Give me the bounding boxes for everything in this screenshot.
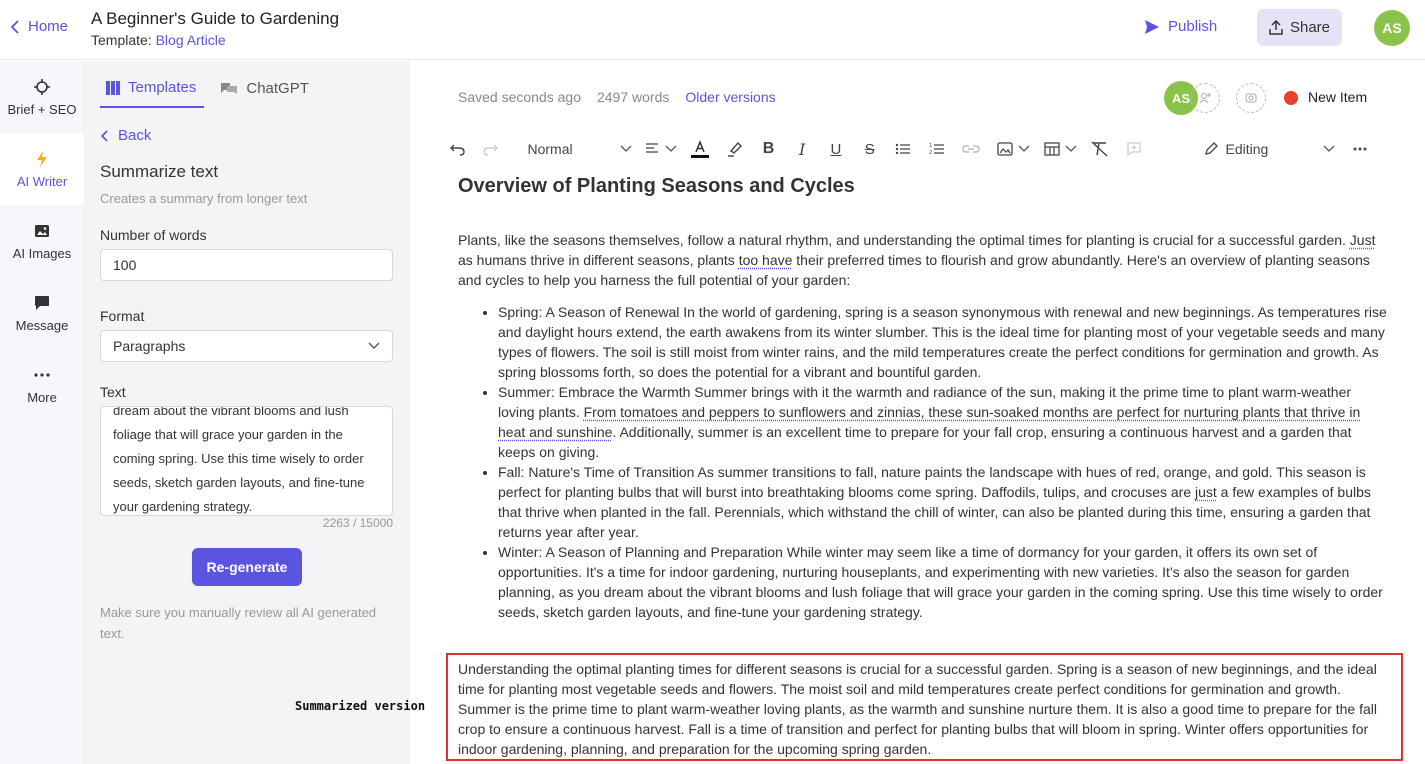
block-style-select[interactable] (528, 137, 617, 161)
more-options-icon[interactable] (1352, 137, 1368, 161)
panel-title: Summarize text (100, 162, 219, 181)
older-versions-link[interactable]: Older versions (685, 89, 776, 105)
tab-templates[interactable] (100, 75, 204, 108)
intro-paragraph (458, 230, 1388, 290)
intro-text: as humans thrive in different seasons, plants (458, 252, 739, 268)
chevron-down-icon (368, 342, 380, 350)
upload-icon (1269, 20, 1283, 35)
home-link[interactable] (10, 18, 68, 35)
rail-item-label: Brief + SEO (7, 101, 77, 117)
image-icon (33, 222, 51, 240)
chevron-down-icon[interactable] (664, 137, 678, 161)
table-icon[interactable] (1042, 137, 1062, 161)
document-meta (458, 89, 776, 105)
chevron-down-icon[interactable] (1322, 137, 1336, 161)
underline-icon[interactable]: U (830, 140, 842, 158)
rail-item-label: AI Images (12, 245, 72, 261)
back-label: Back (118, 127, 152, 144)
italic-icon[interactable]: I (799, 139, 806, 159)
left-rail (0, 61, 84, 764)
highlight-icon[interactable] (725, 137, 745, 161)
intro-text: their preferred times to flourish and grow abundantly. Here's an overview of planting seasons and cycles to help you harness the full potential of your garden: (458, 252, 1370, 288)
user-avatar[interactable]: AS (1374, 10, 1410, 46)
link-icon[interactable] (961, 137, 981, 161)
intro-text: Plants, like the seasons themselves, follow a natural rhythm, and understanding the optimal times for planting is crucial for a successful garden. (458, 232, 1350, 248)
text-value: dream about the vibrant blooms and lush foliage that will grace your garden in the coming spring. Use this time wisely to order seeds, sketch garden layouts, and fine-tune your gardening strategy. (113, 406, 365, 514)
share-label: Share (1289, 19, 1331, 36)
add-collaborator-icon[interactable] (1190, 83, 1220, 113)
text-color-icon[interactable] (690, 137, 710, 161)
panel-description: Creates a summary from longer text (100, 191, 308, 206)
words-input[interactable] (100, 249, 393, 281)
words-label: Number of words (100, 227, 207, 243)
chevron-down-icon[interactable] (1064, 137, 1078, 161)
document-title[interactable]: A Beginner's Guide to Gardening (91, 9, 340, 28)
regenerate-button[interactable]: Re-generate (192, 548, 302, 586)
summary-paragraph[interactable]: Understanding the optimal planting times for different seasons is crucial for a successful garden. Spring is a season of new beginnings, and the ideal time for planting most vegetable seeds and flowers. The moist soil and mild temperatures create perfect conditions for germination and growth. Summer is the prime time to plant warm-weather loving plants, as the warmth and sunshine nurture them. It is also a good time to prepare for the fall crop to ensure a continuous harvest. Fall is a time of transition and perfect for planting bulbs that will bloom in spring. Winter offers opportunities for indoor gardening, planning, and preparation for the upcoming spring garden. (446, 653, 1403, 761)
top-bar (0, 0, 1425, 60)
document-template (91, 32, 226, 48)
rail-item-ai-writer[interactable] (0, 133, 84, 205)
rail-item-more[interactable] (0, 349, 84, 421)
insert-image-icon[interactable] (995, 137, 1015, 161)
format-select[interactable] (100, 330, 393, 362)
comment-icon[interactable] (1124, 137, 1144, 161)
rail-item-label: Message (15, 317, 69, 333)
list-item-text: Summer: Embrace the Warmth Summer brings with it the warmth and radiance of the sun, making it the prime time to plant warm-weather loving plants. (498, 384, 1352, 420)
align-icon[interactable] (644, 137, 660, 161)
spelling-suggestion[interactable]: too have (738, 252, 793, 268)
content-heading: Overview of Planting Seasons and Cycles (458, 175, 855, 197)
list-item (498, 462, 1388, 542)
bullet-list-icon[interactable] (894, 137, 914, 161)
char-count: 2263 / 15000 (322, 516, 393, 530)
template-link[interactable]: Blog Article (155, 32, 226, 48)
redo-icon[interactable] (481, 137, 501, 161)
text-label: Text (100, 384, 126, 400)
tab-chatgpt[interactable] (214, 75, 317, 108)
rail-item-label: AI Writer (16, 173, 68, 189)
home-label: Home (28, 18, 69, 35)
assign-reviewer-icon[interactable] (1236, 83, 1266, 113)
spelling-suggestion[interactable]: From tomatoes and peppers to sunflowers and zinnias, these sun-soaked months are perfect for nurturing plants that thrive in heat and sunshine (498, 404, 1361, 440)
list-item-text: a few examples of bulbs that thrive when planted in the fall. Perennials, which withstand the chill of winter, can also be planted during this time, ensuring a garden that returns year after year. (498, 484, 1371, 540)
share-button[interactable] (1257, 9, 1342, 46)
spelling-suggestion[interactable]: Just (1349, 232, 1376, 248)
spelling-suggestion[interactable]: just (1195, 484, 1217, 500)
more-dots-icon (33, 366, 51, 384)
chevron-down-icon[interactable] (619, 137, 633, 161)
tab-label: ChatGPT (246, 80, 309, 97)
text-input[interactable] (100, 406, 393, 516)
chatgpt-icon (220, 82, 238, 96)
format-label: Format (100, 308, 145, 324)
ai-writer-panel (84, 61, 410, 764)
words-value: 100 (113, 257, 137, 273)
item-status[interactable]: New Item (1308, 89, 1368, 105)
rail-item-brief-seo[interactable] (0, 61, 84, 133)
undo-icon[interactable] (448, 137, 468, 161)
publish-button[interactable] (1144, 18, 1217, 35)
review-note: Make sure you manually review all AI generated text. (100, 605, 377, 641)
svg-text:1: 1 (929, 143, 933, 149)
list-item: • Spring: A Season of Renewal In the world of gardening, spring is a season synonymous with renewal and new beginnings. As temperatures rise and daylight hours extend, the earth awakens from its winter slumber. This is the ideal time for planting most of your vegetable seeds and many types of flowers. The soil is still moist from winter rains, and the mild temperatures create the perfect conditions for germination and growth. As spring blossoms forth, so does the potential for a vibrant and bountiful garden. (498, 302, 1388, 382)
summary-annotation-label: Summarized version (295, 699, 426, 713)
send-icon (1144, 19, 1160, 35)
rail-item-ai-images[interactable] (0, 205, 84, 277)
chat-bubble-icon (33, 294, 51, 312)
list-item (498, 382, 1388, 462)
editing-mode-select[interactable] (1204, 137, 1269, 161)
rail-item-label: More (27, 389, 57, 405)
template-prefix: Template: (91, 32, 152, 48)
list-item: • Winter: A Season of Planning and Preparation While winter may seem like a time of dormancy for your garden, it offers its own set of opportunities. It's a time for indoor gardening, nurturing houseplants, and experimenting with new varieties. It's also the season for garden planning, as you dream about the vibrant blooms and lush foliage that will grace your garden in the coming spring. Use this time wisely to order seeds, sketch garden layouts, and fine-tune your gardening strategy. (498, 542, 1388, 622)
format-value: Paragraphs (113, 338, 186, 354)
rail-item-message[interactable] (0, 277, 84, 349)
target-icon (33, 78, 51, 96)
clear-format-icon[interactable] (1090, 137, 1110, 161)
panel-tabs (100, 75, 317, 108)
collaborator-avatar[interactable]: AS (1164, 81, 1198, 115)
back-link[interactable] (100, 127, 151, 144)
seasons-list (458, 302, 1388, 622)
tab-label: Templates (128, 79, 197, 96)
numbered-list-icon[interactable] (927, 137, 947, 161)
block-style-value: Normal (527, 141, 573, 157)
pencil-icon (1204, 142, 1218, 156)
editor-toolbar (448, 137, 1368, 161)
chevron-left-icon (100, 130, 108, 142)
word-count: 2497 words (596, 89, 670, 105)
chevron-down-icon[interactable] (1017, 137, 1031, 161)
lightning-icon (33, 150, 51, 168)
svg-text:2: 2 (929, 150, 933, 156)
chevron-left-icon (10, 20, 20, 34)
list-item-text: . Additionally, summer is an excellent time to prepare for your fall crop, ensuring a continuous harvest and a garden that keeps on giving. (498, 424, 1352, 460)
strikethrough-icon[interactable]: S (864, 140, 875, 158)
editing-mode-value: Editing (1225, 141, 1269, 157)
document-body[interactable] (458, 171, 1388, 622)
templates-icon (106, 81, 120, 95)
bold-icon[interactable]: B (762, 140, 775, 157)
saved-status: Saved seconds ago (458, 89, 581, 105)
list-item-text: Fall: Nature's Time of Transition As summer transitions to fall, nature paints the landscape with hues of red, orange, and gold. This season is perfect for planting bulbs that will burst into breathtaking blooms come spring. Daffodils, tulips, and crocuses are (498, 464, 1366, 500)
status-dot (1284, 91, 1298, 105)
publish-label: Publish (1168, 18, 1218, 35)
